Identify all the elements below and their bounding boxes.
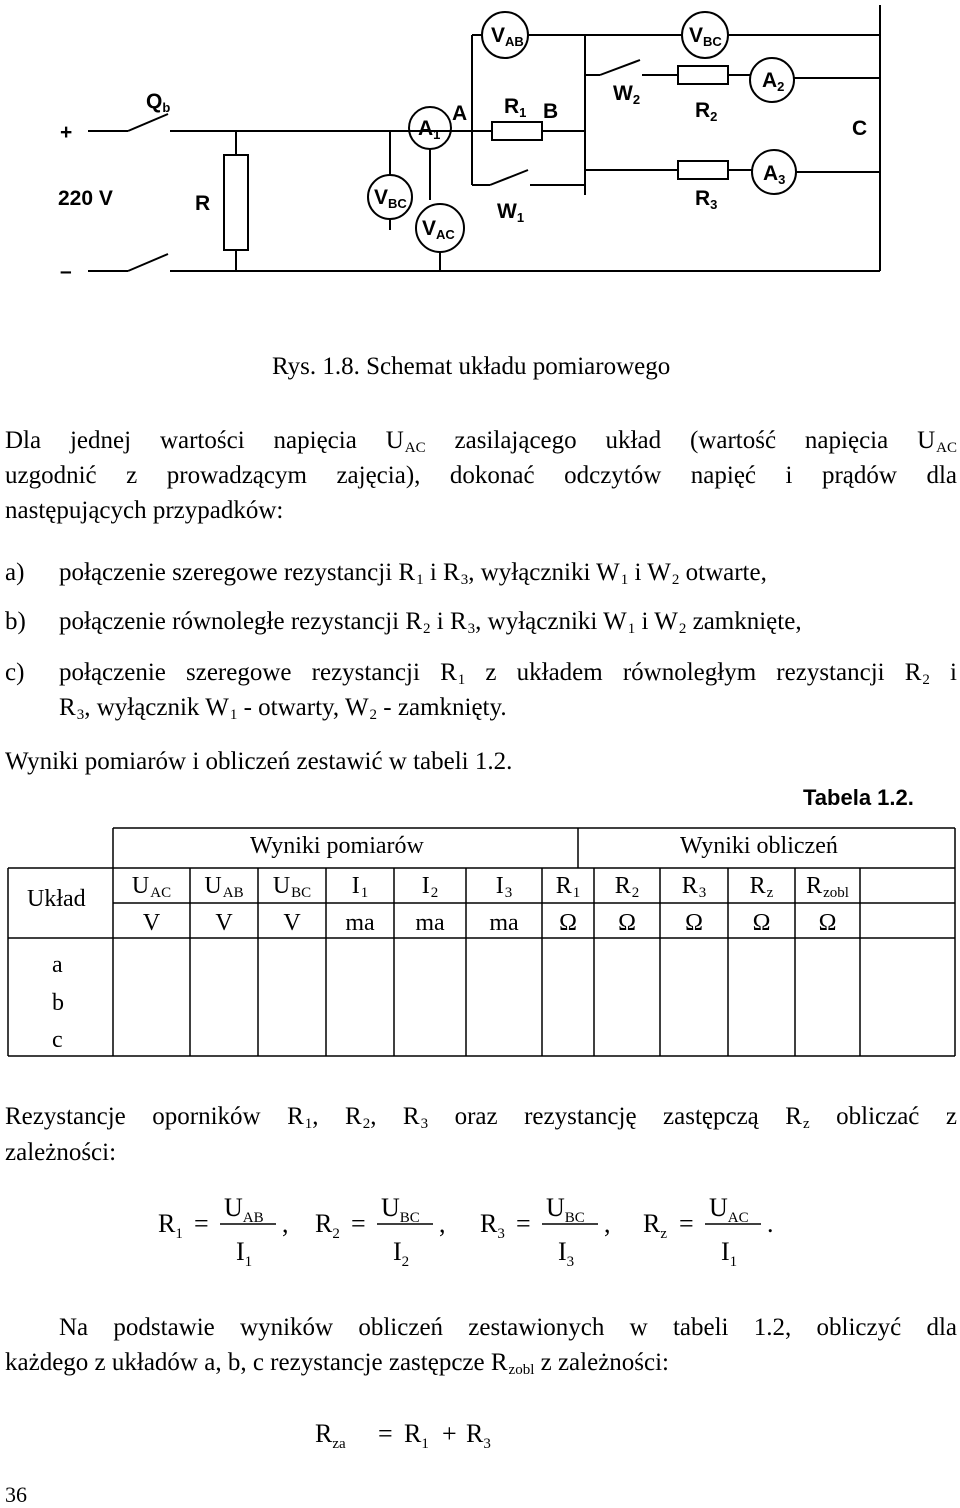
switch-w2-label: W2 [613, 82, 641, 107]
column-unit: ma [489, 910, 519, 936]
ammeter-a2-label: A2 [762, 69, 785, 94]
formula-punct: , [604, 1209, 611, 1238]
final-line-1: Na podstawie wyników obliczeń zestawionych w tabeli 1.2, obliczyć dla [59, 1314, 957, 1341]
resistor-r3-label: R3 [695, 187, 718, 212]
final-lhs: $R_{za}$ [315, 1419, 346, 1452]
switch-qb-label: Qb [146, 90, 171, 115]
minus-label: – [60, 260, 72, 283]
column-unit: V [215, 910, 233, 936]
final-formula [0, 1400, 960, 1460]
column-unit: Ω [559, 910, 577, 936]
formula-denominator: $I_1$ [721, 1237, 738, 1270]
column-unit: Ω [618, 910, 636, 936]
final-term-b: $R_3$ [466, 1419, 491, 1452]
formula-numerator: $U_{AC}$ [709, 1193, 749, 1226]
formulas [0, 1180, 960, 1280]
formula-lhs: $R_3$ [480, 1209, 505, 1242]
case-c-text-2: R3, wyłącznik W1 - otwarty, W2 - zamknięty. [59, 694, 507, 723]
formula-denominator: $I_1$ [236, 1237, 253, 1270]
formula-numerator: $U_{BC}$ [546, 1193, 585, 1226]
ammeter-a3-label: A3 [763, 162, 786, 187]
formula-lhs: $R_1$ [158, 1209, 183, 1242]
intro-line-2: uzgodnić z prowadzącym zajęcia), dokonać odczytów napięć i prądów dla [5, 462, 957, 489]
supply-voltage-label: 220 V [58, 187, 113, 210]
formula-denominator: $I_3$ [558, 1237, 575, 1270]
column-header-ubc: UBC [272, 873, 312, 901]
resistor-r-label: R [195, 192, 211, 215]
formula-equals: = [194, 1209, 209, 1238]
final-term-a: $R_1$ [404, 1419, 429, 1452]
column-header-rz: Rz [749, 873, 774, 901]
table-row-label: a [52, 952, 63, 978]
group-header-measurements: Wyniki pomiarów [250, 833, 424, 859]
case-b-label: b) [5, 608, 26, 635]
column-header-i1: I1 [351, 873, 369, 901]
node-a-label: A [452, 102, 468, 125]
table-row-label: c [52, 1027, 63, 1053]
intro-line-3: następujących przypadków: [5, 497, 284, 524]
column-header-r2: R2 [614, 873, 640, 901]
table-row-label: b [52, 990, 64, 1016]
column-header-uac: UAC [131, 873, 172, 901]
column-header-rzobl: Rzobl [806, 873, 849, 901]
column-header-i2: I2 [421, 873, 439, 901]
switch-w1-label: W1 [497, 200, 525, 225]
formula-numerator: $U_{BC}$ [381, 1193, 420, 1226]
ammeter-a1-label: A1 [418, 117, 441, 142]
column-unit: V [283, 910, 301, 936]
results-instruction: Wyniki pomiarów i obliczeń zestawić w tabeli 1.2. [5, 748, 513, 775]
voltmeter-vac-label: VAC [422, 217, 455, 242]
voltmeter-vbc-left-label: VBC [374, 186, 407, 211]
circuit-diagram [0, 0, 960, 300]
formula-denominator: $I_2$ [393, 1237, 410, 1270]
voltmeter-vbc-top-label: VBC [689, 24, 722, 49]
row-header-uklad: Układ [27, 886, 86, 912]
column-unit: ma [415, 910, 445, 936]
page-number: 36 [5, 1482, 27, 1507]
case-b-text: połączenie równoległe rezystancji R2 i R3, wyłączniki W1 i W2 zamknięte, [59, 608, 802, 637]
case-a-label: a) [5, 559, 25, 586]
case-c-label: c) [5, 659, 25, 686]
table-title: Tabela 1.2. [803, 785, 914, 810]
group-header-calculations: Wyniki obliczeń [680, 833, 838, 859]
formula-lhs: $R_2$ [315, 1209, 340, 1242]
final-equals: = [378, 1419, 393, 1448]
case-a-text: połączenie szeregowe rezystancji R1 i R3, wyłączniki W1 i W2 otwarte, [59, 559, 767, 588]
figure-caption: Rys. 1.8. Schemat układu pomiarowego [272, 353, 671, 380]
intro-line-1: Dla jednej wartości napięcia UAC zasilającego układ (wartość napięcia UAC [5, 427, 957, 456]
formula-punct: , [282, 1209, 289, 1238]
column-header-i3: I3 [495, 873, 513, 901]
voltmeter-vab-label: VAB [491, 24, 524, 49]
column-header-r3: R3 [681, 873, 707, 901]
column-unit: Ω [685, 910, 703, 936]
formula-equals: = [516, 1209, 531, 1238]
resist-line-2: zależności: [5, 1139, 117, 1166]
case-c-text-1: połączenie szeregowe rezystancji R1 z układem równoległym rezystancji R2 i [59, 659, 957, 688]
resistor-r1-label: R1 [504, 95, 527, 120]
final-line-2: każdego z układów a, b, c rezystancje zastępcze Rzobl z zależności: [5, 1349, 670, 1378]
resistor-r2-label: R2 [695, 99, 718, 124]
formula-equals: = [679, 1209, 694, 1238]
formula-equals: = [351, 1209, 366, 1238]
column-header-r1: R1 [555, 873, 581, 901]
column-unit: Ω [752, 910, 771, 936]
formula-punct: . [767, 1209, 774, 1238]
column-unit: V [142, 910, 161, 936]
column-unit: Ω [818, 910, 837, 936]
resist-line-1: Rezystancje oporników R1, R2, R3 oraz rezystancję zastępczą Rz obliczać z [5, 1103, 957, 1132]
formula-punct: , [439, 1209, 446, 1238]
final-plus: + [442, 1419, 457, 1448]
column-unit: ma [345, 910, 375, 936]
node-c-label: C [852, 117, 868, 140]
formula-numerator: $U_{AB}$ [224, 1193, 264, 1226]
node-b-label: B [543, 100, 559, 123]
formula-lhs: $R_z$ [643, 1209, 668, 1242]
column-header-uab: UAB [204, 873, 244, 901]
plus-label: + [60, 121, 73, 144]
